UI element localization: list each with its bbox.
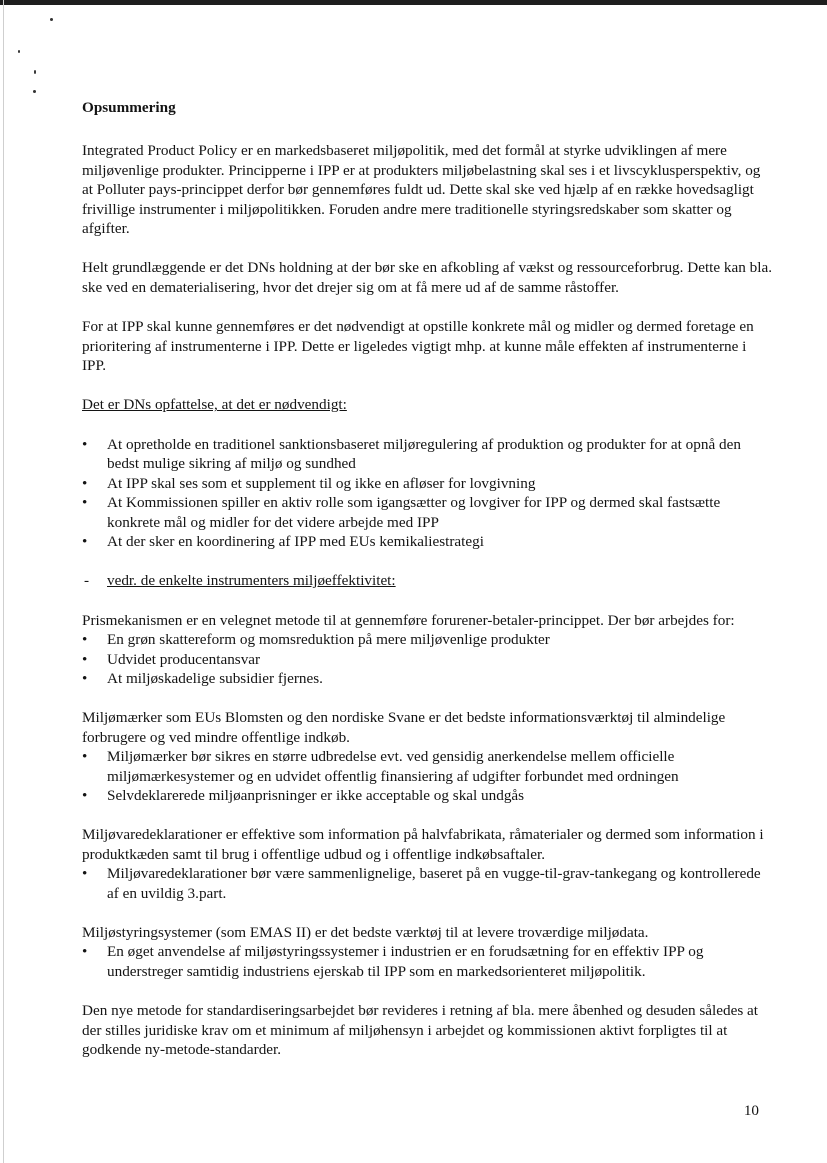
list-item: • At opretholde en traditionel sanktionsbaseret miljøregulering af produktion og produkter for at opnå den bedst mulige sikring af miljø og sundhed xyxy=(82,435,772,474)
ecolabel-list xyxy=(82,747,772,805)
list-item: • At miljøskadelige subsidier fjernes. xyxy=(82,669,772,688)
scan-speck xyxy=(18,50,20,53)
list-item: • Miljømærker bør sikres en større udbredelse evt. ved gensidig anerkendelse mellem officielle miljømærkesystemer og en udvidet offentlig finansiering af udgifter forbundet med ordningen xyxy=(82,747,772,786)
instruments-heading xyxy=(82,571,772,590)
intro-paragraph: Integrated Product Policy er en markedsbaseret miljøpolitik, med det formål at styrke udviklingen af mere miljøvenlige produkter. Principperne i IPP er at produkters miljøbelastning skal ses i et livscyklusperspektiv, og at Polluter pays-princippet derfor bør gennemføres fuldt ud. Dette skal ske ved hjælp af en række hovedsagligt frivillige instrumenter i miljøpolitikken. Foruden andre mere traditionelle styringsredskaber som skatter og afgifter. xyxy=(82,142,761,238)
list-item: • En øget anvendelse af miljøstyringssystemer i industrien er en forudsætning for en effektiv IPP og understreger samtidig industriens ejerskab til IPP som en markedsorienteret miljøpolitik. xyxy=(82,942,772,981)
decoupling-paragraph: Helt grundlæggende er det DNs holdning at der bør ske en afkobling af vækst og ressourceforbrug. Dette kan bla. ske ved en dematerialisering, hvor det drejer sig om at få mere ud af de samme råstoffer. xyxy=(82,259,773,296)
list-item: • At Kommissionen spiller en aktiv rolle som igangsætter og lovgiver for IPP og dermed skal fastsætte konkrete mål og midler for det videre arbejde med IPP xyxy=(82,493,772,532)
scan-left-edge xyxy=(3,0,4,1163)
opinion-heading: Det er DNs opfattelse, at det er nødvendigt: xyxy=(82,396,347,414)
standards-paragraph: Den nye metode for standardiseringsarbejdet bør revideres i retning af bla. mere åbenhed og desuden således at der stilles juridiske krav om et minimum af miljøhensyn i arbejdet og kommissionen aktivt forpligtes til at godkende ny-metode-standarder. xyxy=(82,1002,759,1059)
list-item: • Miljøvaredeklarationer bør være sammenlignelige, baseret på en vugge-til-grav-tankegang og kontrollerede af en uvildig 3.part. xyxy=(82,864,772,903)
list-item: • At der sker en koordinering af IPP med EUs kemikaliestrategi xyxy=(82,532,772,551)
list-item: • Udvidet producentansvar xyxy=(82,650,772,669)
declaration-paragraph: Miljøvaredeklarationer er effektive som information på halvfabrikata, råmaterialer og dermed som information i produktkæden samt til brug i offentlige udbud og i offentlige indkøbsaftaler. xyxy=(82,826,764,863)
opinion-list xyxy=(82,435,772,551)
scan-speck xyxy=(50,18,53,21)
instruments-heading-text: vedr. de enkelte instrumenters miljøeffektivitet: xyxy=(107,572,396,590)
priority-paragraph: For at IPP skal kunne gennemføres er det nødvendigt at opstille konkrete mål og midler og dermed foretage en prioritering af instrumenterne i IPP. Dette er ligeledes vigtigt mhp. at kunne måle effekten af instrumenterne i IPP. xyxy=(82,318,754,375)
price-paragraph: Prismekanismen er en velegnet metode til at gennemføre forurener-betaler-princippet. Der bør arbejdes for: xyxy=(82,611,735,629)
list-item: • At IPP skal ses som et supplement til og ikke en afløser for lovgivning xyxy=(82,474,772,493)
price-list xyxy=(82,630,772,688)
document-body xyxy=(82,98,772,1079)
ems-list xyxy=(82,942,772,981)
scan-top-border xyxy=(0,0,827,5)
section-heading: Opsummering xyxy=(82,99,176,116)
scan-speck xyxy=(33,90,36,93)
list-item: • Selvdeklarerede miljøanprisninger er ikke acceptable og skal undgås xyxy=(82,786,772,805)
list-item: • En grøn skattereform og momsreduktion på mere miljøvenlige produkter xyxy=(82,630,772,649)
ecolabel-paragraph: Miljømærker som EUs Blomsten og den nordiske Svane er det bedste informationsværktøj til almindelige forbrugere og ved mindre offentlige indkøb. xyxy=(82,709,726,746)
page-number: 10 xyxy=(743,1102,759,1119)
declaration-list xyxy=(82,864,772,903)
scan-speck xyxy=(34,70,36,74)
ems-paragraph: Miljøstyringsystemer (som EMAS II) er det bedste værktøj til at levere troværdige miljødata. xyxy=(82,924,649,941)
